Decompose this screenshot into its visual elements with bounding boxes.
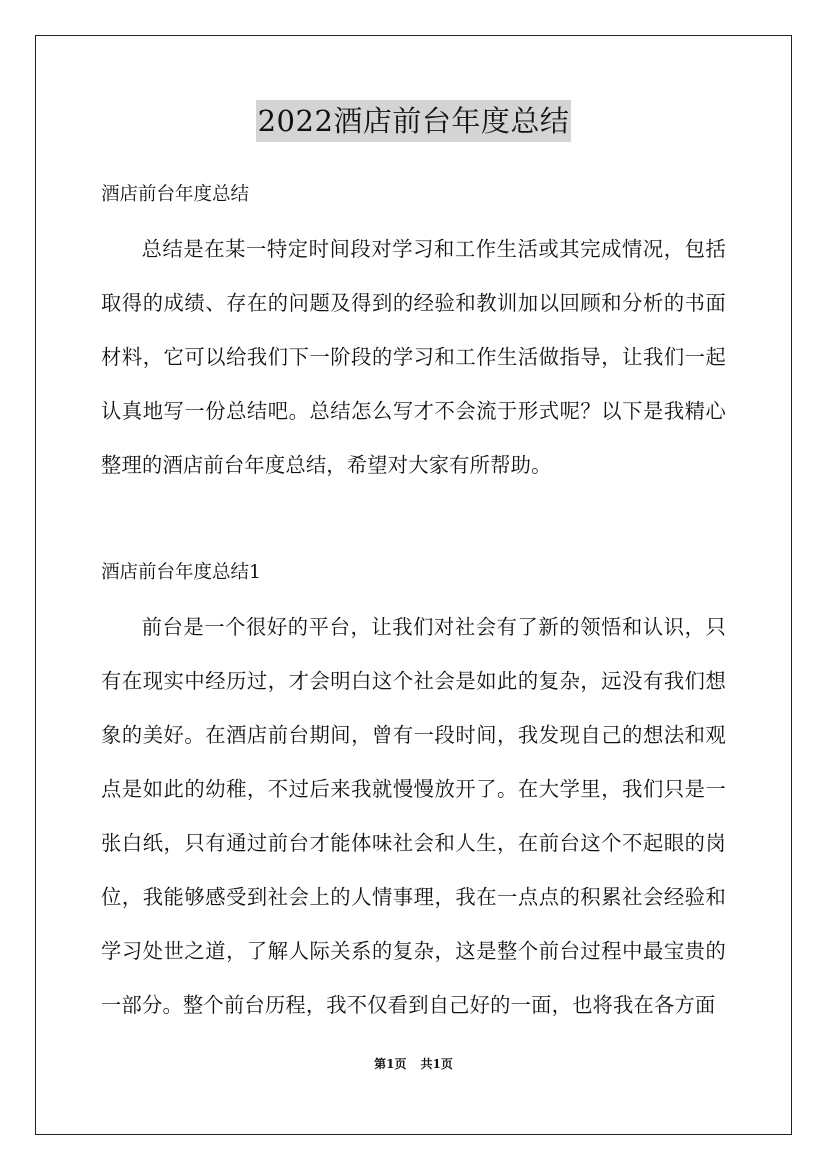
paragraph-spacer bbox=[101, 492, 726, 546]
section-1-heading: 酒店前台年度总结1 bbox=[101, 562, 261, 583]
document-body bbox=[101, 168, 726, 1032]
page-footer bbox=[0, 1054, 827, 1074]
document-title-text: 2022酒店前台年度总结 bbox=[256, 100, 572, 142]
document-title bbox=[0, 100, 827, 142]
intro-paragraph: 总结是在某一特定时间段对学习和工作生活或其完成情况，包括取得的成绩、存在的问题及得到的经验和教训加以回顾和分析的书面材料，它可以给我们下一阶段的学习和工作生活做指导，让我们一起认真地写一份总结吧。总结怎么写才不会流于形式呢？以下是我精心整理的酒店前台年度总结，希望对大家有所帮助。 bbox=[101, 237, 726, 477]
section-1-paragraph: 前台是一个很好的平台，让我们对社会有了新的领悟和认识，只有在现实中经历过，才会明白这个社会是如此的复杂，远没有我们想象的美好。在酒店前台期间，曾有一段时间，我发现自己的想法和观点是如此的幼稚，不过后来我就慢慢放开了。在大学里，我们只是一张白纸，只有通过前台才能体味社会和人生，在前台这个不起眼的岗位，我能够感受到社会上的人情事理，我在一点点的积累社会经验和学习处世之道，了解人际关系的复杂，这是整个前台过程中最宝贵的一部分。整个前台历程，我不仅看到自己好的一面，也将我在各方面 bbox=[101, 615, 726, 1017]
page-number-total: 共1页 bbox=[420, 1057, 453, 1071]
intro-heading: 酒店前台年度总结 bbox=[101, 184, 250, 205]
page-number-current: 第1页 bbox=[374, 1057, 407, 1071]
